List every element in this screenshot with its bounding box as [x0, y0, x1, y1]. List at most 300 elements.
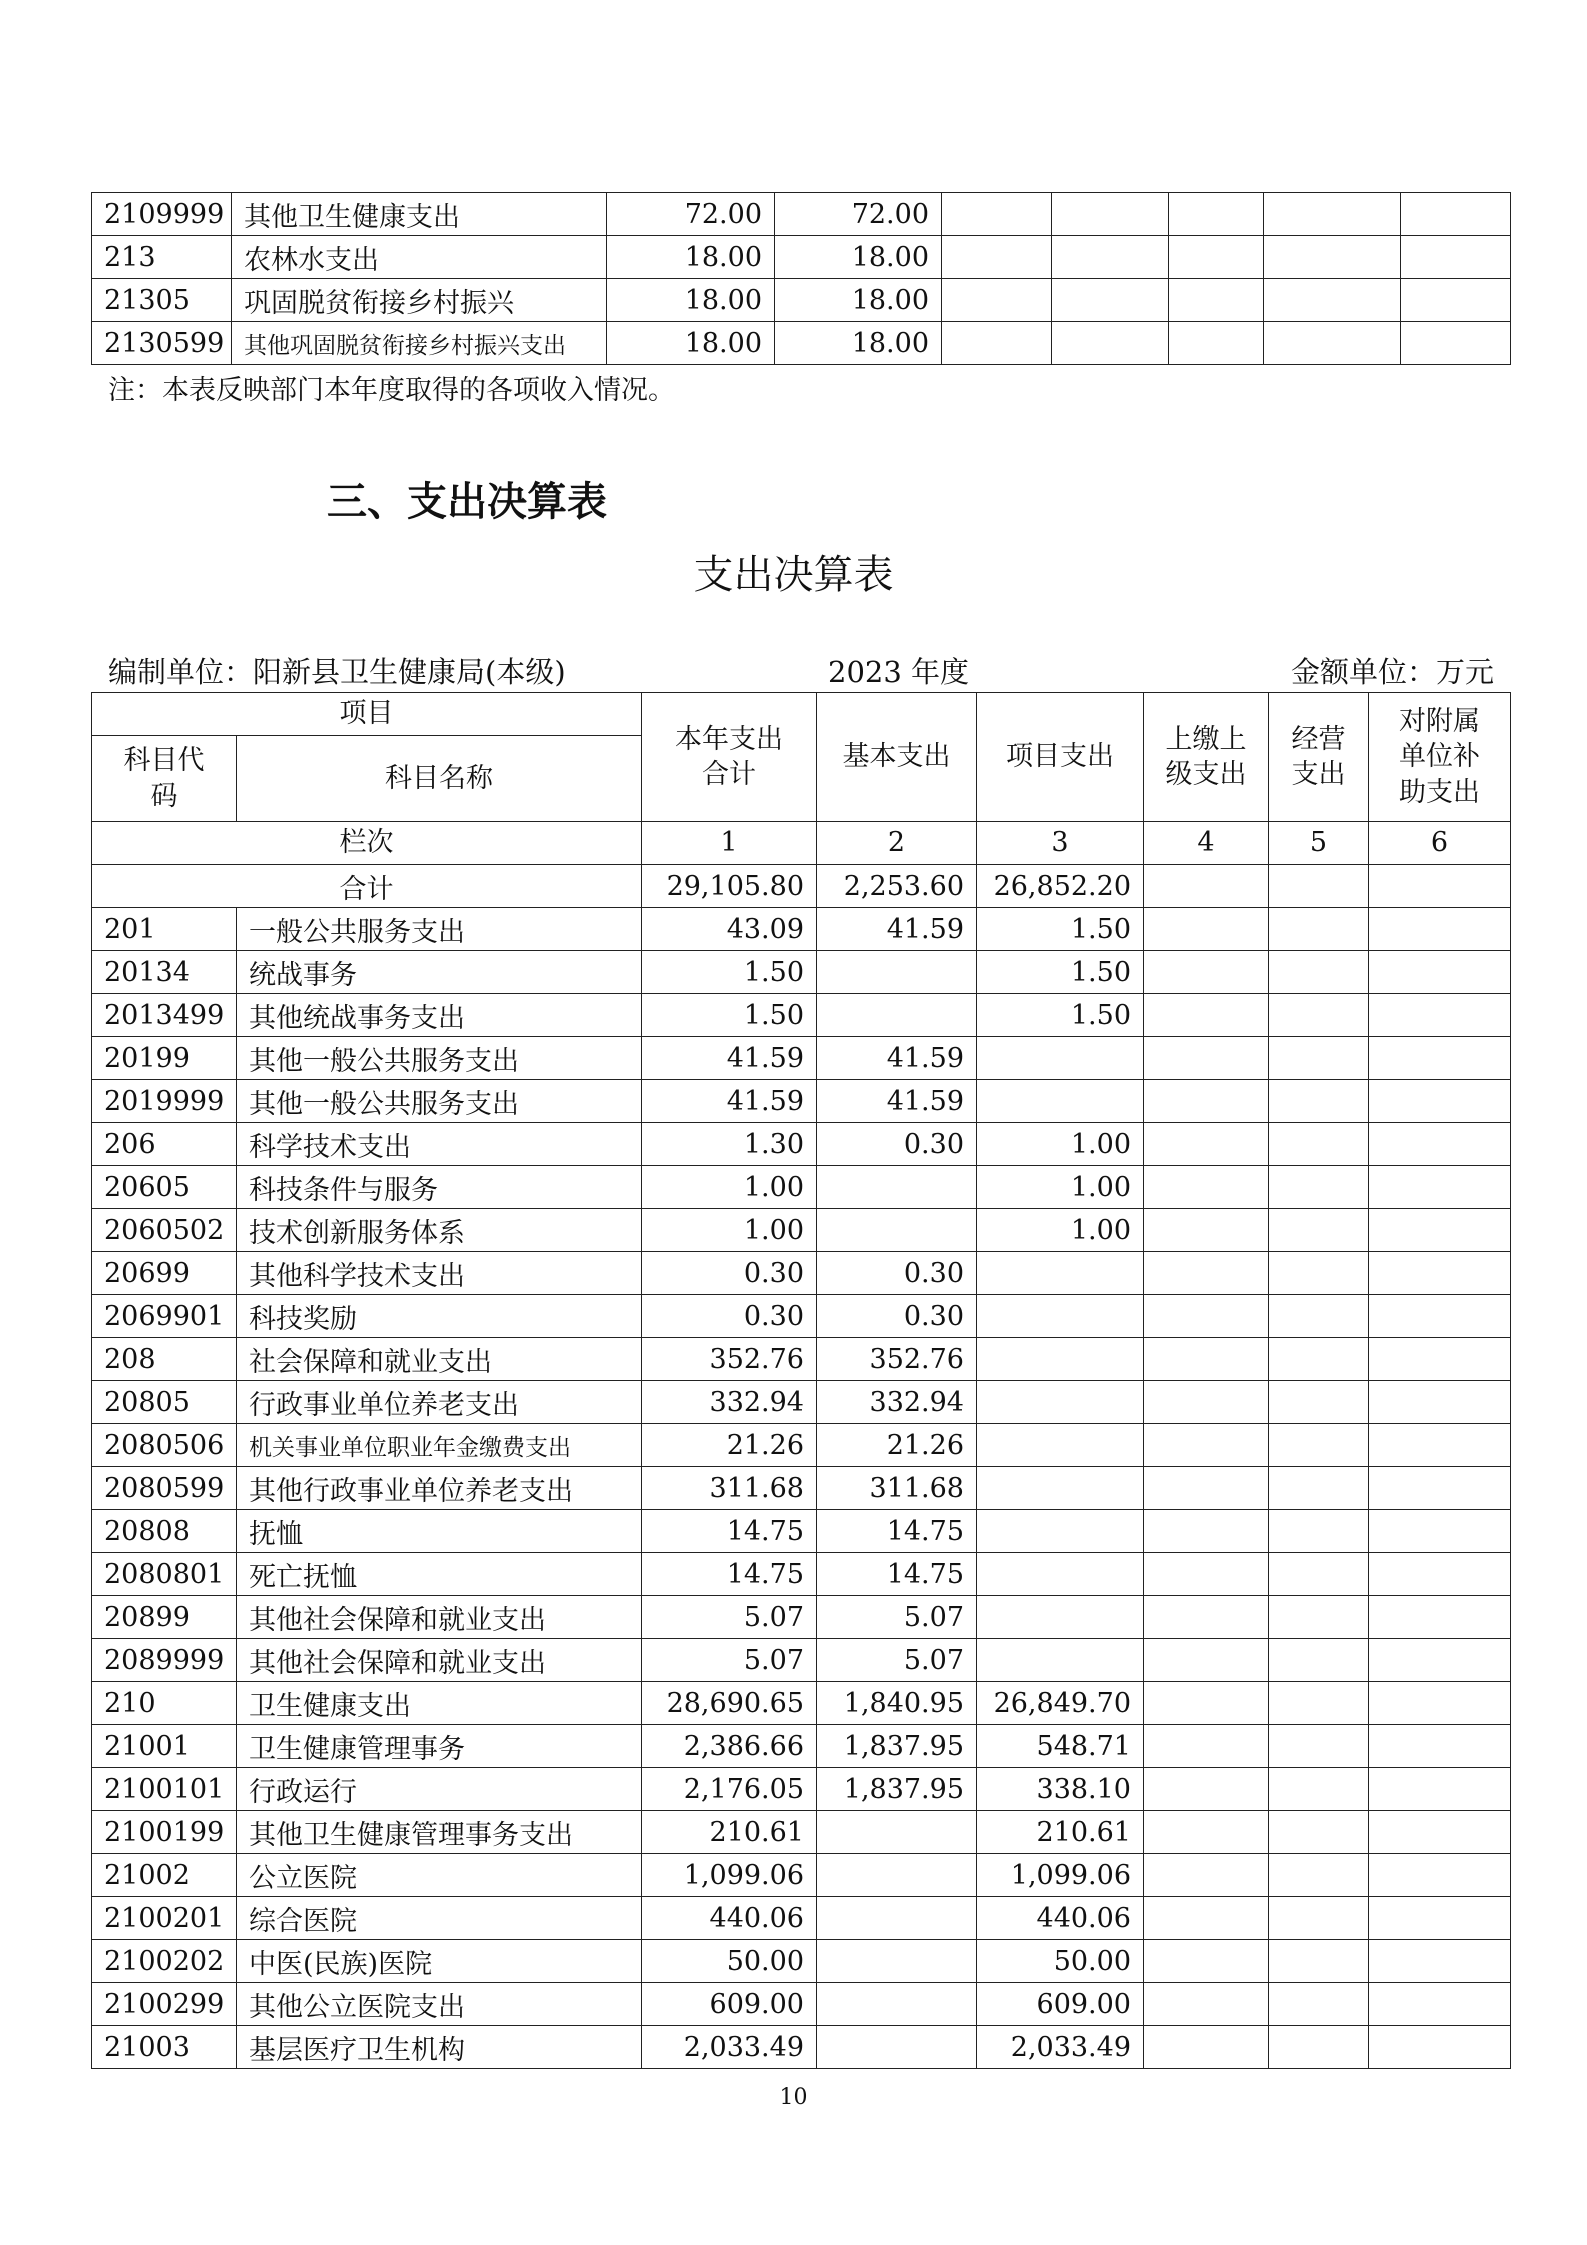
- subsidy-amount: [1369, 951, 1511, 994]
- upper-amount: [1144, 908, 1269, 951]
- col-number: 4: [1144, 822, 1269, 865]
- empty-cell: [1401, 236, 1511, 279]
- upper-amount: [1144, 1295, 1269, 1338]
- subject-name: 统战事务: [237, 951, 642, 994]
- header-item: 项目: [92, 693, 642, 736]
- table-row: [92, 1252, 1511, 1295]
- subsidy-amount: [1369, 1424, 1511, 1467]
- subsidy-amount: [1369, 1295, 1511, 1338]
- subsidy-amount: [1369, 1854, 1511, 1897]
- subsidy-amount: [1369, 1166, 1511, 1209]
- compiling-unit: 编制单位：阳新县卫生健康局(本级): [108, 655, 566, 689]
- project-amount: [977, 1510, 1144, 1553]
- subject-code: 2080599: [92, 1467, 237, 1510]
- empty-cell: [1052, 236, 1169, 279]
- basic-amount: 0.30: [817, 1123, 977, 1166]
- table-row: [92, 994, 1511, 1037]
- project-amount: 210.61: [977, 1811, 1144, 1854]
- subject-code: 21001: [92, 1725, 237, 1768]
- basic-amount: 5.07: [817, 1596, 977, 1639]
- subject-name: 抚恤: [237, 1510, 642, 1553]
- business-amount: [1269, 908, 1369, 951]
- business-amount: [1269, 1639, 1369, 1682]
- table-row: [92, 1510, 1511, 1553]
- subject-name: 其他科学技术支出: [237, 1252, 642, 1295]
- upper-amount: [1144, 994, 1269, 1037]
- table-row: [92, 1725, 1511, 1768]
- subject-code: 201: [92, 908, 237, 951]
- project-amount: [977, 1037, 1144, 1080]
- header-basic: 基本支出: [817, 693, 977, 822]
- total-amount: 210.61: [642, 1811, 817, 1854]
- subject-code: 20134: [92, 951, 237, 994]
- continuation-table: [91, 192, 1511, 365]
- basic-amount: [817, 1897, 977, 1940]
- empty-cell: [1401, 193, 1511, 236]
- subject-name: 其他一般公共服务支出: [237, 1080, 642, 1123]
- subject-code: 2130599: [92, 322, 232, 365]
- project-amount: [977, 1295, 1144, 1338]
- upper-amount: [1144, 1338, 1269, 1381]
- subsidy-amount: [1369, 1510, 1511, 1553]
- table-row: [92, 2026, 1511, 2069]
- total-amount: 18.00: [607, 279, 775, 322]
- upper-amount: [1144, 1037, 1269, 1080]
- subject-code: 2019999: [92, 1080, 237, 1123]
- table-note: 注：本表反映部门本年度取得的各项收入情况。: [108, 375, 675, 406]
- project-amount: [977, 1639, 1144, 1682]
- project-amount: [977, 1596, 1144, 1639]
- basic-amount: [817, 951, 977, 994]
- project-amount: [977, 1252, 1144, 1295]
- subject-name: 基层医疗卫生机构: [237, 2026, 642, 2069]
- empty-cell: [1264, 193, 1401, 236]
- sum-project: 26,852.20: [977, 865, 1144, 908]
- basic-amount: [817, 1209, 977, 1252]
- empty-cell: [942, 236, 1052, 279]
- header-name: 科目名称: [237, 736, 642, 822]
- subsidy-amount: [1369, 1467, 1511, 1510]
- table-row: [92, 1639, 1511, 1682]
- business-amount: [1269, 1467, 1369, 1510]
- table-row: [92, 1209, 1511, 1252]
- subject-code: 2100299: [92, 1983, 237, 2026]
- basic-amount: 72.00: [775, 193, 942, 236]
- col-number: 3: [977, 822, 1144, 865]
- basic-amount: [817, 1854, 977, 1897]
- empty-cell: [1169, 236, 1264, 279]
- total-amount: 5.07: [642, 1596, 817, 1639]
- basic-amount: 18.00: [775, 322, 942, 365]
- subject-name: 其他卫生健康支出: [232, 193, 607, 236]
- business-amount: [1269, 1338, 1369, 1381]
- table-row: [92, 1854, 1511, 1897]
- empty-cell: [1169, 193, 1264, 236]
- subject-code: 2089999: [92, 1639, 237, 1682]
- total-amount: 1.30: [642, 1123, 817, 1166]
- project-amount: 2,033.49: [977, 2026, 1144, 2069]
- business-amount: [1269, 1252, 1369, 1295]
- subject-code: 2060502: [92, 1209, 237, 1252]
- total-amount: 28,690.65: [642, 1682, 817, 1725]
- project-amount: 440.06: [977, 1897, 1144, 1940]
- upper-amount: [1144, 1424, 1269, 1467]
- subject-name: 技术创新服务体系: [237, 1209, 642, 1252]
- subject-code: 206: [92, 1123, 237, 1166]
- total-amount: 18.00: [607, 322, 775, 365]
- upper-amount: [1144, 2026, 1269, 2069]
- business-amount: [1269, 1940, 1369, 1983]
- total-amount: 14.75: [642, 1510, 817, 1553]
- empty-cell: [1264, 322, 1401, 365]
- business-amount: [1269, 1596, 1369, 1639]
- subject-code: 210: [92, 1682, 237, 1725]
- business-amount: [1269, 1553, 1369, 1596]
- upper-amount: [1144, 1940, 1269, 1983]
- total-amount: 2,176.05: [642, 1768, 817, 1811]
- project-amount: 609.00: [977, 1983, 1144, 2026]
- total-amount: 1,099.06: [642, 1854, 817, 1897]
- subject-code: 21305: [92, 279, 232, 322]
- subsidy-amount: [1369, 994, 1511, 1037]
- subject-code: 20899: [92, 1596, 237, 1639]
- subsidy-amount: [1369, 2026, 1511, 2069]
- subject-code: 21003: [92, 2026, 237, 2069]
- project-amount: [977, 1080, 1144, 1123]
- upper-amount: [1144, 1166, 1269, 1209]
- upper-amount: [1144, 1553, 1269, 1596]
- total-amount: 0.30: [642, 1252, 817, 1295]
- subject-code: 213: [92, 236, 232, 279]
- empty-cell: [1401, 279, 1511, 322]
- table-row: [92, 1768, 1511, 1811]
- subject-name: 综合医院: [237, 1897, 642, 1940]
- table-row: [92, 1682, 1511, 1725]
- project-amount: 1.00: [977, 1123, 1144, 1166]
- upper-amount: [1144, 1811, 1269, 1854]
- basic-amount: [817, 994, 977, 1037]
- subject-code: 2100202: [92, 1940, 237, 1983]
- table-row: [92, 1338, 1511, 1381]
- basic-amount: 41.59: [817, 908, 977, 951]
- project-amount: [977, 1467, 1144, 1510]
- total-amount: 1.00: [642, 1209, 817, 1252]
- subsidy-amount: [1369, 1209, 1511, 1252]
- table-row: [92, 1940, 1511, 1983]
- subject-code: 208: [92, 1338, 237, 1381]
- project-amount: 1,099.06: [977, 1854, 1144, 1897]
- upper-amount: [1144, 1381, 1269, 1424]
- subject-name: 卫生健康管理事务: [237, 1725, 642, 1768]
- subject-code: 2109999: [92, 193, 232, 236]
- subject-code: 20605: [92, 1166, 237, 1209]
- basic-amount: 41.59: [817, 1080, 977, 1123]
- table-row: [92, 279, 1511, 322]
- project-amount: 338.10: [977, 1768, 1144, 1811]
- business-amount: [1269, 994, 1369, 1037]
- total-amount: 18.00: [607, 236, 775, 279]
- subsidy-amount: [1369, 1768, 1511, 1811]
- project-amount: 1.00: [977, 1209, 1144, 1252]
- section-heading: 三、支出决算表: [327, 479, 607, 525]
- table-row: [92, 1424, 1511, 1467]
- subject-name: 社会保障和就业支出: [237, 1338, 642, 1381]
- subsidy-amount: [1369, 1983, 1511, 2026]
- table-title: 支出决算表: [693, 552, 894, 598]
- empty-cell: [1264, 236, 1401, 279]
- project-amount: 548.71: [977, 1725, 1144, 1768]
- empty-cell: [1052, 193, 1169, 236]
- project-amount: [977, 1338, 1144, 1381]
- business-amount: [1269, 1983, 1369, 2026]
- project-amount: 1.50: [977, 994, 1144, 1037]
- total-amount: 5.07: [642, 1639, 817, 1682]
- header-code: 科目代码: [92, 736, 237, 822]
- subject-code: 21002: [92, 1854, 237, 1897]
- total-amount: 352.76: [642, 1338, 817, 1381]
- total-amount: 1.00: [642, 1166, 817, 1209]
- basic-amount: 14.75: [817, 1553, 977, 1596]
- subject-code: 20805: [92, 1381, 237, 1424]
- header-business: 经营支出: [1269, 693, 1369, 822]
- header-upper: 上缴上级支出: [1144, 693, 1269, 822]
- table-row: [92, 1467, 1511, 1510]
- subsidy-amount: [1369, 1811, 1511, 1854]
- empty-cell: [1264, 279, 1401, 322]
- col-index-label: 栏次: [92, 822, 642, 865]
- subject-code: 2080801: [92, 1553, 237, 1596]
- upper-amount: [1144, 1123, 1269, 1166]
- upper-amount: [1144, 1252, 1269, 1295]
- upper-amount: [1144, 1596, 1269, 1639]
- subject-name: 其他社会保障和就业支出: [237, 1596, 642, 1639]
- total-amount: 2,386.66: [642, 1725, 817, 1768]
- basic-amount: 332.94: [817, 1381, 977, 1424]
- subject-code: 2100101: [92, 1768, 237, 1811]
- business-amount: [1269, 2026, 1369, 2069]
- subject-name: 机关事业单位职业年金缴费支出: [237, 1424, 642, 1467]
- basic-amount: [817, 2026, 977, 2069]
- basic-amount: 0.30: [817, 1252, 977, 1295]
- project-amount: 1.00: [977, 1166, 1144, 1209]
- header-project: 项目支出: [977, 693, 1144, 822]
- project-amount: [977, 1381, 1144, 1424]
- basic-amount: [817, 1983, 977, 2026]
- subject-name: 卫生健康支出: [237, 1682, 642, 1725]
- table-row: [92, 1080, 1511, 1123]
- table-row: [92, 1295, 1511, 1338]
- business-amount: [1269, 1768, 1369, 1811]
- basic-amount: 1,840.95: [817, 1682, 977, 1725]
- table-row: [92, 1037, 1511, 1080]
- upper-amount: [1144, 1983, 1269, 2026]
- total-amount: 14.75: [642, 1553, 817, 1596]
- business-amount: [1269, 1123, 1369, 1166]
- subsidy-amount: [1369, 1252, 1511, 1295]
- upper-amount: [1144, 1854, 1269, 1897]
- business-amount: [1269, 1295, 1369, 1338]
- subsidy-amount: [1369, 1682, 1511, 1725]
- table-row: [92, 1381, 1511, 1424]
- subject-code: 20808: [92, 1510, 237, 1553]
- subject-name: 其他统战事务支出: [237, 994, 642, 1037]
- basic-amount: 14.75: [817, 1510, 977, 1553]
- total-amount: 311.68: [642, 1467, 817, 1510]
- business-amount: [1269, 1080, 1369, 1123]
- page-number: 10: [779, 2085, 808, 2110]
- subsidy-amount: [1369, 1123, 1511, 1166]
- subsidy-amount: [1369, 908, 1511, 951]
- subject-code: 2080506: [92, 1424, 237, 1467]
- subject-name: 其他行政事业单位养老支出: [237, 1467, 642, 1510]
- subject-name: 科学技术支出: [237, 1123, 642, 1166]
- business-amount: [1269, 1682, 1369, 1725]
- subject-name: 其他巩固脱贫衔接乡村振兴支出: [232, 322, 607, 365]
- subject-code: 2100201: [92, 1897, 237, 1940]
- basic-amount: 41.59: [817, 1037, 977, 1080]
- upper-amount: [1144, 1639, 1269, 1682]
- subject-name: 行政运行: [237, 1768, 642, 1811]
- total-amount: 2,033.49: [642, 2026, 817, 2069]
- subject-code: 20699: [92, 1252, 237, 1295]
- empty-cell: [942, 279, 1052, 322]
- business-amount: [1269, 951, 1369, 994]
- subject-code: 2069901: [92, 1295, 237, 1338]
- subject-code: 20199: [92, 1037, 237, 1080]
- empty-cell: [1169, 322, 1264, 365]
- subsidy-amount: [1369, 1639, 1511, 1682]
- col-number: 1: [642, 822, 817, 865]
- basic-amount: 311.68: [817, 1467, 977, 1510]
- total-amount: 440.06: [642, 1897, 817, 1940]
- project-amount: 1.50: [977, 951, 1144, 994]
- sum-total: 29,105.80: [642, 865, 817, 908]
- subject-name: 其他卫生健康管理事务支出: [237, 1811, 642, 1854]
- total-amount: 1.50: [642, 994, 817, 1037]
- table-row: [92, 1596, 1511, 1639]
- table-row: [92, 951, 1511, 994]
- basic-amount: 1,837.95: [817, 1725, 977, 1768]
- table-row: [92, 322, 1511, 365]
- subject-name: 其他社会保障和就业支出: [237, 1639, 642, 1682]
- basic-amount: 1,837.95: [817, 1768, 977, 1811]
- table-row: [92, 1553, 1511, 1596]
- subsidy-amount: [1369, 1553, 1511, 1596]
- subject-name: 其他一般公共服务支出: [237, 1037, 642, 1080]
- business-amount: [1269, 1381, 1369, 1424]
- empty-cell: [942, 322, 1052, 365]
- expenditure-table: [91, 692, 1511, 2069]
- upper-amount: [1144, 1467, 1269, 1510]
- header-total: 本年支出合计: [642, 693, 817, 822]
- currency-unit: 金额单位：万元: [1290, 655, 1494, 689]
- table-row: [92, 1983, 1511, 2026]
- upper-amount: [1144, 1768, 1269, 1811]
- subsidy-amount: [1369, 1338, 1511, 1381]
- upper-amount: [1144, 1725, 1269, 1768]
- subject-name: 农林水支出: [232, 236, 607, 279]
- total-amount: 43.09: [642, 908, 817, 951]
- subsidy-amount: [1369, 1897, 1511, 1940]
- project-amount: 26,849.70: [977, 1682, 1144, 1725]
- business-amount: [1269, 1424, 1369, 1467]
- col-number: 6: [1369, 822, 1511, 865]
- project-amount: [977, 1553, 1144, 1596]
- subject-name: 死亡抚恤: [237, 1553, 642, 1596]
- table-row: [92, 1123, 1511, 1166]
- subject-name: 其他公立医院支出: [237, 1983, 642, 2026]
- table-row: [92, 193, 1511, 236]
- subject-name: 公立医院: [237, 1854, 642, 1897]
- total-amount: 332.94: [642, 1381, 817, 1424]
- upper-amount: [1144, 1682, 1269, 1725]
- business-amount: [1269, 1897, 1369, 1940]
- total-amount: 1.50: [642, 951, 817, 994]
- upper-amount: [1144, 1080, 1269, 1123]
- basic-amount: 0.30: [817, 1295, 977, 1338]
- business-amount: [1269, 1811, 1369, 1854]
- basic-amount: [817, 1166, 977, 1209]
- basic-amount: [817, 1811, 977, 1854]
- basic-amount: 18.00: [775, 279, 942, 322]
- upper-amount: [1144, 1209, 1269, 1252]
- business-amount: [1269, 1209, 1369, 1252]
- col-number: 5: [1269, 822, 1369, 865]
- total-amount: 41.59: [642, 1080, 817, 1123]
- project-amount: 1.50: [977, 908, 1144, 951]
- total-amount: 41.59: [642, 1037, 817, 1080]
- basic-amount: [817, 1940, 977, 1983]
- header-subsidy: 对附属单位补助支出: [1369, 693, 1511, 822]
- table-row: [92, 908, 1511, 951]
- total-amount: 0.30: [642, 1295, 817, 1338]
- empty-cell: [1052, 322, 1169, 365]
- basic-amount: 18.00: [775, 236, 942, 279]
- upper-amount: [1144, 951, 1269, 994]
- business-amount: [1269, 1166, 1369, 1209]
- empty-cell: [1401, 322, 1511, 365]
- subject-name: 行政事业单位养老支出: [237, 1381, 642, 1424]
- subject-code: 2013499: [92, 994, 237, 1037]
- business-amount: [1269, 1854, 1369, 1897]
- subsidy-amount: [1369, 1725, 1511, 1768]
- total-amount: 72.00: [607, 193, 775, 236]
- upper-amount: [1144, 1510, 1269, 1553]
- subject-name: 巩固脱贫衔接乡村振兴: [232, 279, 607, 322]
- subject-name: 一般公共服务支出: [237, 908, 642, 951]
- subject-name: 中医(民族)医院: [237, 1940, 642, 1983]
- sum-row: [92, 865, 1511, 908]
- fiscal-year: 2023 年度: [828, 655, 970, 689]
- table-row: [92, 1811, 1511, 1854]
- business-amount: [1269, 1037, 1369, 1080]
- subsidy-amount: [1369, 1381, 1511, 1424]
- subsidy-amount: [1369, 1596, 1511, 1639]
- table-row: [92, 1166, 1511, 1209]
- column-index-row: [92, 822, 1511, 865]
- total-amount: 609.00: [642, 1983, 817, 2026]
- table-row: [92, 1897, 1511, 1940]
- basic-amount: 21.26: [817, 1424, 977, 1467]
- empty-cell: [942, 193, 1052, 236]
- subject-name: 科技奖励: [237, 1295, 642, 1338]
- subject-code: 2100199: [92, 1811, 237, 1854]
- table-row: [92, 236, 1511, 279]
- basic-amount: 352.76: [817, 1338, 977, 1381]
- sum-basic: 2,253.60: [817, 865, 977, 908]
- sum-label: 合计: [92, 865, 642, 908]
- total-amount: 21.26: [642, 1424, 817, 1467]
